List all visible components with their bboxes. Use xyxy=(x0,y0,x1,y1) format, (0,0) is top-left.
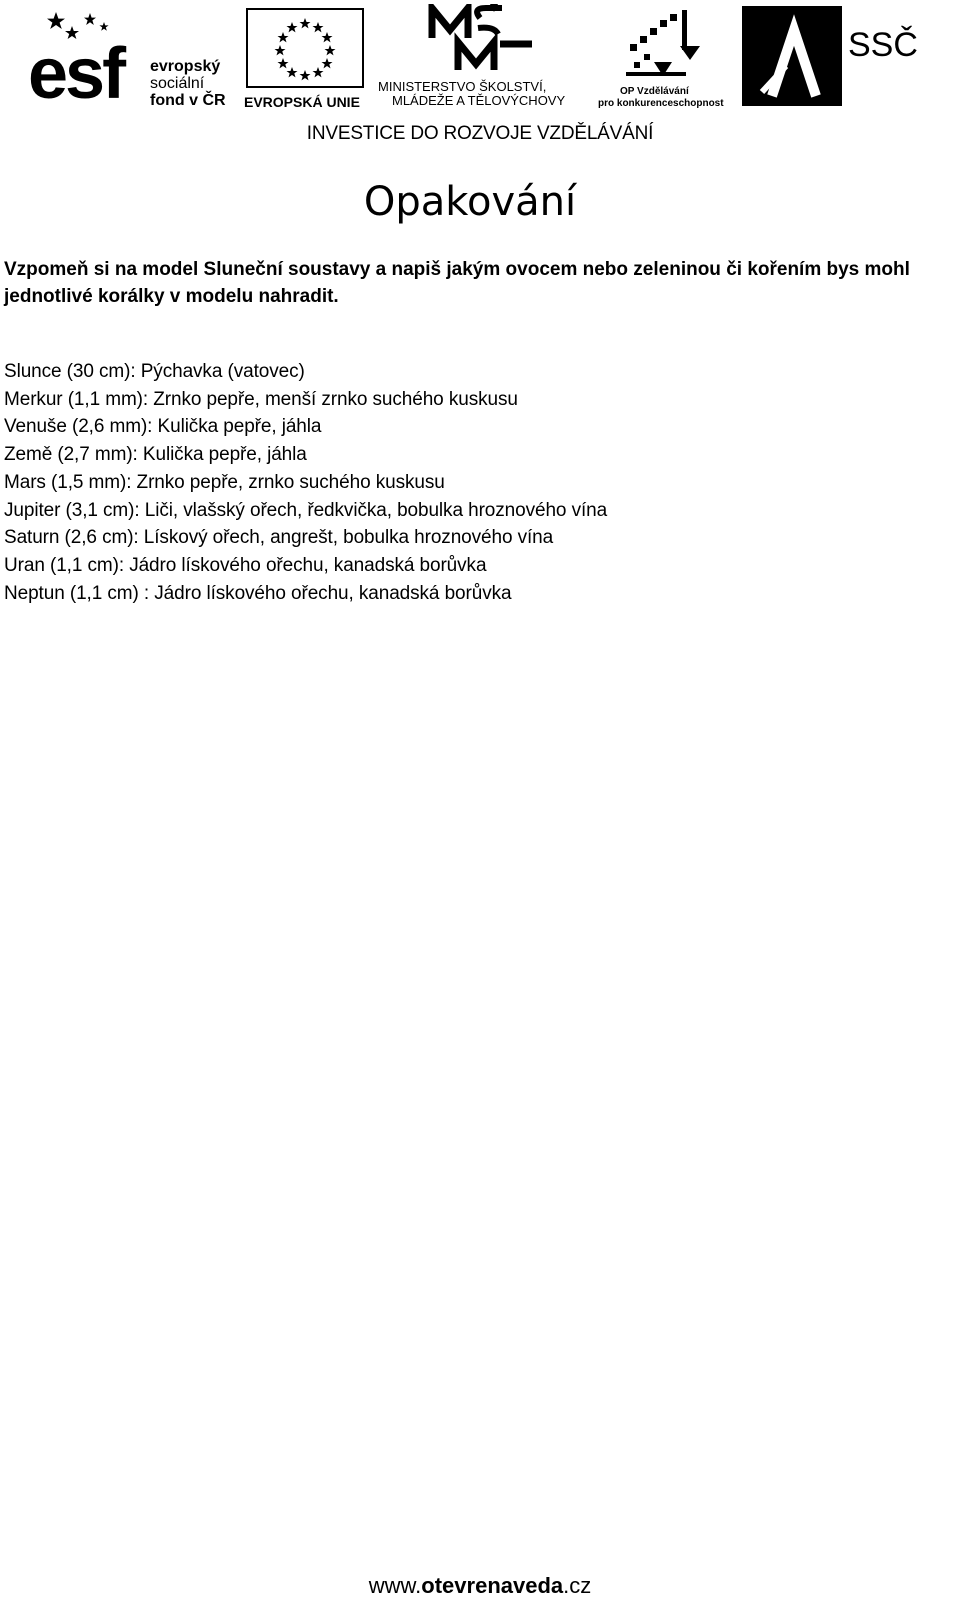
assc-logo xyxy=(742,6,918,106)
list-item: Země (2,7 mm): Kulička pepře, jáhla xyxy=(4,444,307,466)
msmt-label xyxy=(378,80,565,108)
list-item: Saturn (2,6 cm): Lískový ořech, angrešt, bobulka hroznového vína xyxy=(4,527,554,549)
op-emblem-icon xyxy=(624,6,708,87)
page-title: Opakování xyxy=(363,179,577,225)
list-item: Venuše (2,6 mm): Kulička pepře, jáhla xyxy=(4,416,322,438)
msmt-label-line-1: MINISTERSTVO ŠKOLSTVÍ, xyxy=(378,79,547,94)
list-item: Jupiter (3,1 cm): Liči, vlašský ořech, ředkvička, bobulka hroznového vína xyxy=(4,499,608,521)
esf-label xyxy=(150,58,226,109)
op-label-line-2: pro konkurenceschopnost xyxy=(598,98,724,109)
esf-label-line-2: sociální xyxy=(150,75,205,92)
msmt-label-line-2: MLÁDEŽE A TĚLOVÝCHOVY xyxy=(392,93,566,108)
esf-wordmark: esf xyxy=(28,34,124,114)
footer-prefix: www. xyxy=(368,1573,422,1598)
msmt-logo xyxy=(378,4,588,108)
assc-wordmark: SSČ xyxy=(848,26,918,64)
assc-emblem-icon xyxy=(742,6,846,111)
footer-suffix: .cz xyxy=(563,1573,592,1598)
logo-bar xyxy=(0,0,960,120)
planet-list xyxy=(4,358,607,607)
op-label-line-1: OP Vzdělávání xyxy=(620,86,689,97)
op-label xyxy=(598,86,724,110)
esf-logo xyxy=(28,10,238,114)
footer-link[interactable] xyxy=(0,1572,960,1600)
instruction-text: Vzpomeň si na model Sluneční soustavy a napiš jakým ovocem nebo zeleninou či kořením bys mohl jednotlivé korálky v modelu nahradit. xyxy=(4,259,910,307)
list-item: Mars (1,5 mm): Zrnko pepře, zrnko suchého kuskusu xyxy=(4,471,445,493)
esf-label-line-3: fond v ČR xyxy=(150,92,226,109)
op-logo xyxy=(598,6,734,110)
list-item: Slunce (30 cm): Pýchavka (vatovec) xyxy=(4,361,305,382)
footer-site: otevrenaveda xyxy=(421,1573,564,1598)
list-item: Merkur (1,1 mm): Zrnko pepře, menší zrnko suchého kuskusu xyxy=(4,388,518,410)
esf-label-line-1: evropský xyxy=(150,58,221,75)
eu-flag-icon xyxy=(246,8,364,88)
list-item: Neptun (1,1 cm) : Jádro lískového ořechu, kanadská borůvka xyxy=(4,582,512,604)
slogan: INVESTICE DO ROZVOJE VZDĚLÁVÁNÍ xyxy=(306,123,654,144)
msmt-emblem-icon xyxy=(428,4,538,79)
eu-logo xyxy=(244,6,368,108)
list-item: Uran (1,1 cm): Jádro lískového ořechu, kanadská borůvka xyxy=(4,554,487,576)
eu-label: EVROPSKÁ UNIE xyxy=(244,94,360,110)
